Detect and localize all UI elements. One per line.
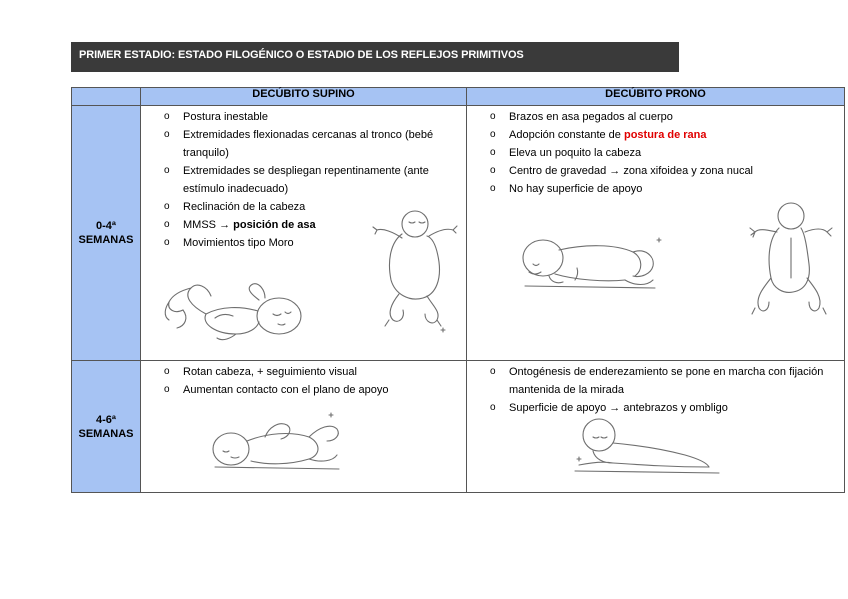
baby-prone-forearms-sketch bbox=[573, 415, 723, 479]
item-text: antebrazos y ombligo bbox=[623, 402, 728, 414]
prono-cell bbox=[467, 361, 845, 493]
list-item bbox=[467, 126, 840, 144]
age-unit: SEMANAS bbox=[78, 427, 134, 440]
baby-supine-top-view-sketch bbox=[369, 208, 461, 338]
section-title: PRIMER ESTADIO: ESTADO FILOGÉNICO O ESTADIO DE LOS REFLEJOS PRIMITIVOS bbox=[71, 42, 679, 72]
item-text: Adopción constante de bbox=[509, 129, 621, 141]
age-label: 0-4ª bbox=[96, 220, 116, 232]
list-item: o Movimientos tipo Moro bbox=[141, 234, 462, 252]
item-text: Superficie de apoyo bbox=[509, 402, 607, 414]
list-item bbox=[467, 162, 840, 180]
supino-cell bbox=[141, 361, 467, 493]
supino-cell bbox=[141, 106, 467, 361]
item-text: Centro de gravedad bbox=[509, 165, 607, 177]
baby-prone-frog-sketch bbox=[515, 228, 665, 298]
list-item: o Ontogénesis de enderezamiento se pone en marcha con fijación mantenida de la mirada bbox=[467, 363, 840, 399]
age-cell bbox=[72, 361, 141, 493]
baby-prone-back-view-sketch bbox=[739, 198, 839, 323]
baby-supine-curled-sketch bbox=[161, 276, 311, 346]
list-item: o Postura inestable bbox=[141, 108, 462, 126]
arrow-icon: → bbox=[219, 219, 231, 231]
item-text: MMSS bbox=[183, 219, 216, 231]
age-cell bbox=[72, 106, 141, 361]
arrow-icon: → bbox=[609, 402, 621, 414]
baby-supine-rotated-sketch bbox=[209, 411, 349, 473]
list-item: o Brazos en asa pegados al cuerpo bbox=[467, 108, 840, 126]
age-label: 4-6ª bbox=[96, 413, 116, 426]
development-table bbox=[71, 87, 845, 493]
age-unit: SEMANAS bbox=[78, 234, 134, 246]
table-header-row bbox=[72, 88, 845, 106]
table-row bbox=[72, 361, 845, 493]
list-item: o Extremidades se despliegan repentinamente (ante estímulo inadecuado) bbox=[141, 162, 462, 198]
arrow-icon: → bbox=[609, 165, 621, 177]
header-prono: DECÚBITO PRONO bbox=[467, 88, 845, 106]
item-text: zona xifoidea y zona nucal bbox=[623, 165, 754, 177]
list-item: o Rotan cabeza, + seguimiento visual bbox=[141, 363, 462, 381]
highlight-text: postura de rana bbox=[623, 129, 707, 141]
prono-cell bbox=[467, 106, 845, 361]
header-empty bbox=[72, 88, 141, 106]
list-item: o Reclinación de la cabeza bbox=[141, 198, 462, 216]
header-supino: DECÚBITO SUPINO bbox=[141, 88, 467, 106]
list-item: o Aumentan contacto con el plano de apoyo bbox=[141, 381, 462, 399]
list-item: o Extremidades flexionadas cercanas al tronco (bebé tranquilo) bbox=[141, 126, 462, 162]
item-bold-text: posición de asa bbox=[233, 219, 316, 231]
list-item: o Eleva un poquito la cabeza bbox=[467, 144, 840, 162]
table-row bbox=[72, 106, 845, 361]
list-item: o No hay superficie de apoyo bbox=[467, 180, 840, 198]
